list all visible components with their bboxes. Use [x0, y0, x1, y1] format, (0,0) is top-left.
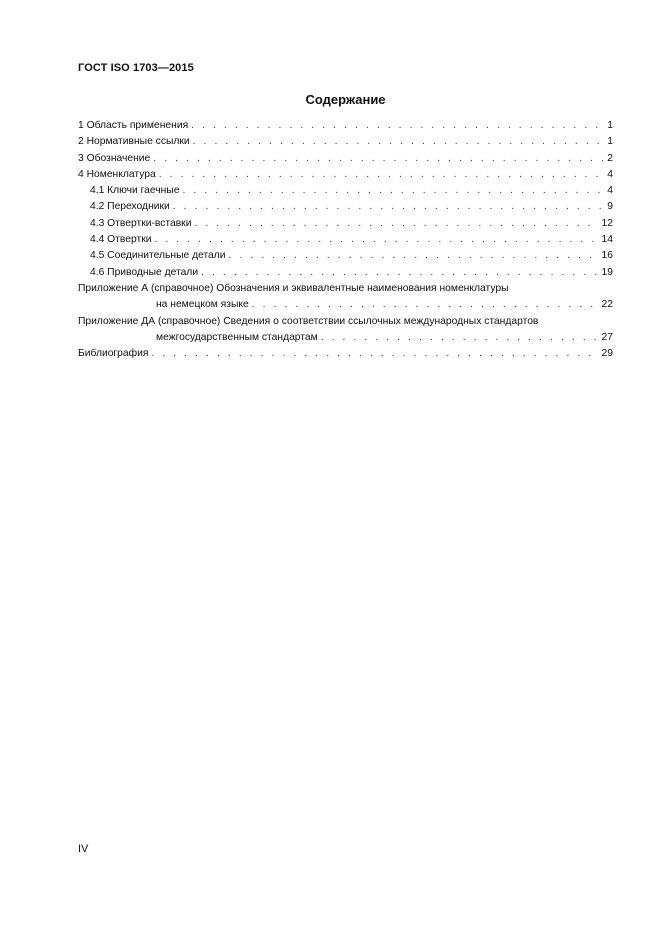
toc-entry-label: 1 Область применения — [78, 120, 189, 131]
toc-entry-page: 9 — [607, 201, 613, 213]
toc-entry-bibliography[interactable] — [78, 346, 613, 362]
toc-entry-appendix-a[interactable] — [78, 281, 613, 297]
table-of-contents — [78, 118, 613, 362]
toc-leader-dots — [154, 232, 598, 248]
toc-leader-dots — [229, 248, 599, 264]
toc-entry-page: 22 — [601, 299, 613, 311]
toc-entry-page: 19 — [601, 266, 613, 278]
toc-entry-label-line2: на немецком языке — [156, 299, 249, 311]
toc-entry-screwdriver-bits[interactable] — [78, 216, 613, 232]
toc-entry-label: 4.4 Отвертки — [90, 234, 152, 246]
toc-entry-drive-parts[interactable] — [78, 265, 613, 281]
toc-entry-scope[interactable] — [78, 118, 613, 134]
toc-entry-appendix-a-continued[interactable] — [78, 297, 613, 313]
toc-entry-label: 3 Обозначение — [78, 152, 151, 164]
toc-entry-page: 16 — [601, 250, 613, 262]
toc-entry-label: 4.2 Переходники — [90, 201, 170, 213]
toc-leader-dots — [194, 216, 598, 232]
toc-entry-page: 14 — [601, 234, 613, 246]
toc-leader-dots — [191, 118, 604, 134]
toc-entry-page: 4 — [607, 185, 613, 197]
toc-entry-wrenches[interactable] — [78, 183, 613, 199]
toc-entry-page: 12 — [601, 217, 613, 229]
toc-entry-normative-references[interactable] — [78, 134, 613, 150]
toc-entry-label-line1: Приложение ДА (справочное) Сведения о соответствии ссылочных международных стандартов — [78, 315, 539, 327]
toc-leader-dots — [252, 297, 599, 313]
toc-leader-dots — [159, 167, 605, 183]
toc-entry-page: 4 — [607, 168, 613, 180]
toc-entry-page: 27 — [601, 331, 613, 343]
page-number: IV — [78, 843, 89, 855]
toc-entry-page: 1 — [607, 120, 613, 131]
toc-entry-connecting-parts[interactable] — [78, 248, 613, 264]
toc-entry-nomenclature[interactable] — [78, 167, 613, 183]
toc-entry-appendix-da[interactable] — [78, 314, 613, 330]
toc-entry-label: 2 Нормативные ссылки — [78, 136, 190, 148]
toc-entry-page: 29 — [601, 348, 613, 360]
toc-entry-adapters[interactable] — [78, 199, 613, 215]
toc-leader-dots — [201, 265, 598, 281]
toc-entry-label-line1: Приложение А (справочное) Обозначения и эквивалентные наименования номенклатуры — [78, 282, 509, 294]
toc-title: Содержание — [305, 92, 386, 107]
toc-leader-dots — [173, 199, 605, 215]
toc-entry-label: 4.1 Ключи гаечные — [90, 185, 180, 197]
toc-entry-label: 4 Номенклатура — [78, 168, 156, 180]
toc-entry-page: 1 — [607, 136, 613, 148]
toc-entry-screwdrivers[interactable] — [78, 232, 613, 248]
toc-entry-page: 2 — [607, 152, 613, 164]
toc-leader-dots — [151, 346, 598, 362]
toc-entry-label: 4.5 Соединительные детали — [90, 250, 226, 262]
toc-entry-label: Библиография — [78, 348, 149, 360]
toc-leader-dots — [153, 151, 604, 167]
toc-leader-dots — [321, 330, 599, 346]
toc-entry-label: 4.3 Отвертки-вставки — [90, 217, 192, 229]
toc-entry-designation[interactable] — [78, 151, 613, 167]
toc-entry-label: 4.6 Приводные детали — [90, 266, 199, 278]
toc-entry-appendix-da-continued[interactable] — [78, 330, 613, 346]
toc-leader-dots — [182, 183, 604, 199]
toc-leader-dots — [193, 134, 605, 150]
toc-entry-label-line2: межгосударственным стандартам — [156, 331, 318, 343]
standard-designation: ГОСТ ISO 1703—2015 — [78, 62, 194, 74]
